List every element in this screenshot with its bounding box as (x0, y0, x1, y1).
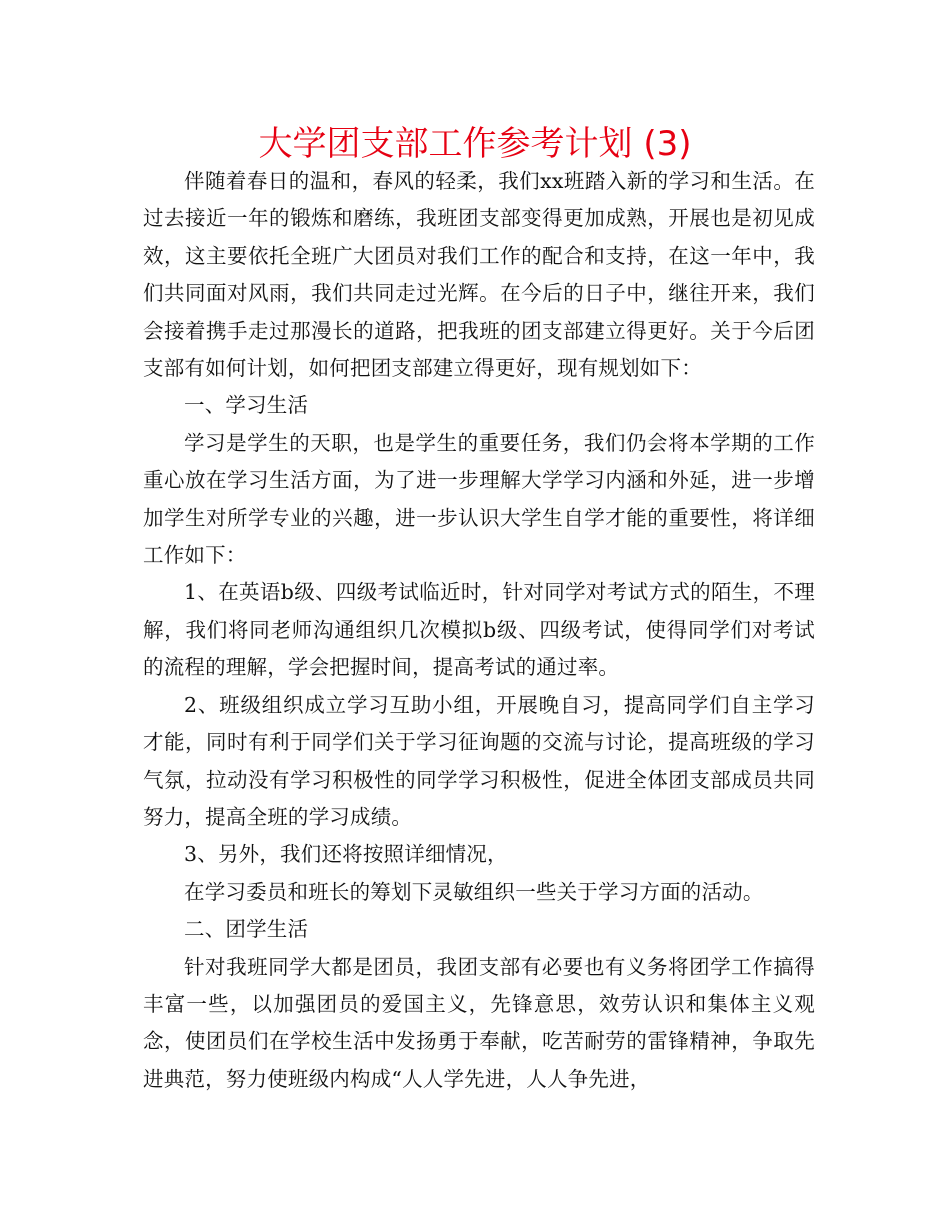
paragraph-study-overview: 学习是学生的天职，也是学生的重要任务，我们仍会将本学期的工作重心放在学习生活方面，为了进一步理解大学学习内涵和外延，进一步增加学生对所学专业的兴趣，进一步认识大学生自学才能的重要性，将详细工作如下： (143, 430, 815, 568)
document-title: 大学团支部工作参考计划 (3) (258, 124, 692, 164)
paragraph-study-item-2: 2、班级组织成立学习互助小组，开展晚自习，提高同学们自主学习才能，同时有利于同学们关于学习征询题的交流与讨论，提高班级的学习气氛，拉动没有学习积极性的同学学习积极性，促进全体团支部成员共同努力，提高全班的学习成绩。 (143, 692, 815, 829)
paragraph-league-overview: 针对我班同学大都是团员，我团支部有必要也有义务将团学工作搞得丰富一些，以加强团员的爱国主义，先锋意思，效劳认识和集体主义观念，使团员们在学校生活中发扬勇于奉献，吃苦耐劳的雷锋精神，争取先进典范，努力使班级内构成“人人学先进，人人争先进， (143, 954, 815, 1091)
paragraph-study-item-3: 3、另外，我们还将按照详细情况， (184, 842, 508, 867)
paragraph-intro: 伴随着春日的温和，春风的轻柔，我们xx班踏入新的学习和生活。在过去接近一年的锻炼和磨练，我班团支部变得更加成熟，开展也是初见成效，这主要依托全班广大团员对我们工作的配合和支持，在这一年中，我们共同面对风雨，我们共同走过光辉。在今后的日子中，继往开来，我们会接着携手走过那漫长的道路，把我班的团支部建立得更好。关于今后团支部有如何计划，如何把团支部建立得更好，现有规划如下： (143, 169, 815, 381)
document-body (143, 163, 815, 1098)
paragraph-study-item-1: 1、在英语b级、四级考试临近时，针对同学对考试方式的陌生，不理解，我们将同老师沟通组织几次模拟b级、四级考试，使得同学们对考试的流程的理解，学会把握时间，提高考试的通过率。 (143, 580, 815, 680)
paragraph-study-item-3-cont: 在学习委员和班长的筹划下灵敏组织一些关于学习方面的活动。 (184, 879, 764, 904)
section-heading-study: 一、学习生活 (184, 393, 309, 418)
section-heading-league: 二、团学生活 (184, 917, 309, 942)
